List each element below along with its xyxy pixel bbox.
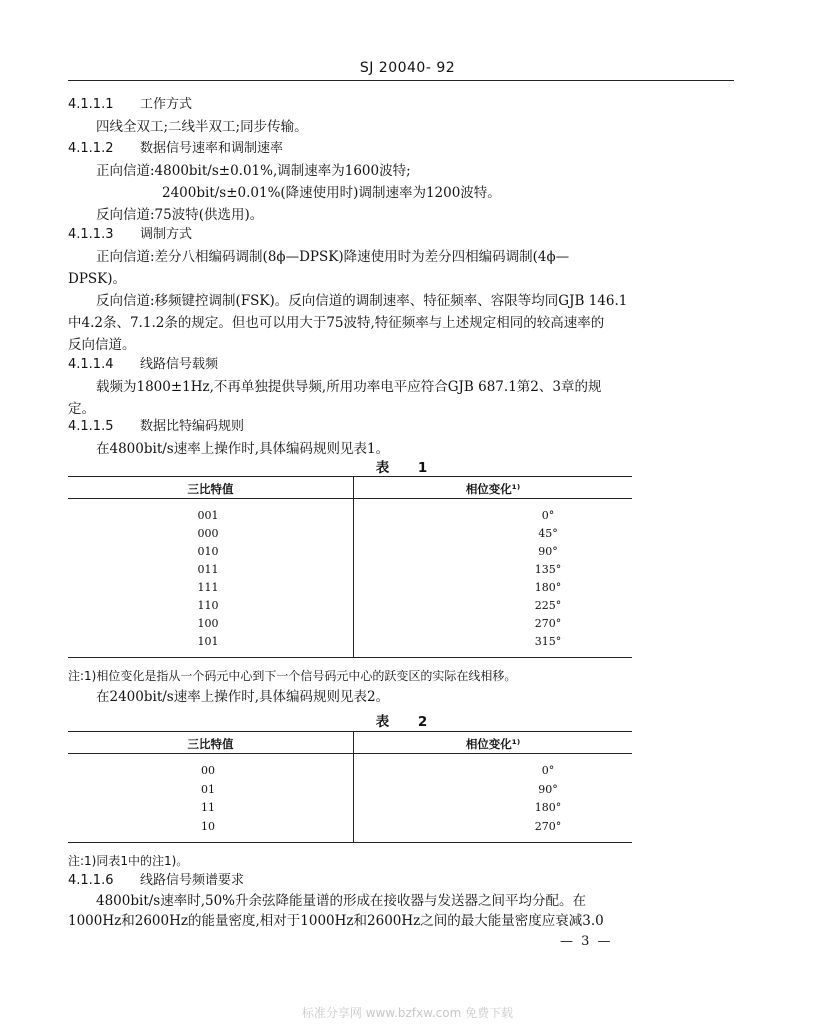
section-title: 工作方式 <box>140 97 193 112</box>
page-number: — 3 — <box>560 934 613 949</box>
table-cell-bits: 00 <box>201 764 215 777</box>
section-title: 线路信号频谱要求 <box>140 873 245 888</box>
table-bottom-rule <box>68 657 632 658</box>
table-1-note: 注:1)相位变化是指从一个码元中心到下一个信号码元中心的跃变区的实际在线相移。 <box>68 669 517 683</box>
table-2-caption: 表 2 <box>375 714 440 730</box>
table-2-note: 注:1)同表1中的注1)。 <box>68 854 189 868</box>
table-cell-phase: 270° <box>534 617 562 630</box>
table-header-phase: 相位变化¹⁾ <box>465 482 521 496</box>
paragraph: 在2400bit/s速率上操作时,具体编码规则见表2。 <box>96 689 390 705</box>
paragraph: 2400bit/s±0.01%(降速使用时)调制速率为1200波特。 <box>162 185 501 201</box>
table-cell-bits: 001 <box>197 509 219 522</box>
section-number: 4.1.1.3 <box>68 227 114 242</box>
table-cell-phase: 270° <box>534 819 562 833</box>
table-top-rule <box>68 476 632 477</box>
section-number: 4.1.1.4 <box>68 357 114 372</box>
paragraph: 四线全双工;二线半双工;同步传输。 <box>96 119 308 135</box>
table-header-bits: 三比特值 <box>187 482 234 496</box>
section-heading-4-1-1-5 <box>68 418 244 436</box>
paragraph: 正向信道:4800bit/s±0.01%,调制速率为1600波特; <box>96 163 411 179</box>
table-cell-bits: 101 <box>197 635 219 648</box>
paragraph: DPSK)。 <box>68 271 127 287</box>
table-column-separator <box>353 476 354 657</box>
table-cell-bits: 11 <box>201 801 215 814</box>
table-2 <box>68 731 632 843</box>
table-cell-phase: 0° <box>541 509 555 522</box>
section-title: 数据信号速率和调制速率 <box>140 141 284 156</box>
table-top-rule <box>68 731 632 732</box>
section-number: 4.1.1.2 <box>68 141 114 156</box>
paragraph: 载频为1800±1Hz,不再单独提供导频,所用功率电平应符合GJB 687.1第2、3章的规 <box>96 379 602 395</box>
table-cell-bits: 010 <box>197 545 219 558</box>
table-header-rule <box>68 753 632 754</box>
paragraph: 在4800bit/s速率上操作时,具体编码规则见表1。 <box>96 441 390 457</box>
section-title: 线路信号载频 <box>140 357 219 372</box>
paragraph: 正向信道:差分八相编码调制(8ϕ—DPSK)降速使用时为差分四相编码调制(4ϕ— <box>96 249 570 265</box>
table-cell-bits: 10 <box>201 819 215 833</box>
paragraph: 4800bit/s速率时,50%升余弦降能量谱的形成在接收器与发送器之间平均分配。在 <box>96 893 587 909</box>
section-title: 调制方式 <box>140 227 193 242</box>
paragraph: 反向信道:75波特(供选用)。 <box>96 207 264 223</box>
header-rule <box>68 80 734 81</box>
section-heading-4-1-1-4 <box>68 356 218 374</box>
table-cell-bits: 000 <box>197 527 219 540</box>
table-cell-bits: 01 <box>201 782 215 796</box>
table-cell-bits: 111 <box>197 581 219 594</box>
section-number: 4.1.1.1 <box>68 97 114 112</box>
watermark-text: 标准分享网 www.bzfxw.com 免费下载 <box>301 1006 514 1020</box>
table-cell-phase: 180° <box>534 581 562 594</box>
table-cell-bits: 100 <box>197 617 219 630</box>
section-number: 4.1.1.6 <box>68 873 114 888</box>
table-cell-phase: 90° <box>538 545 558 558</box>
paragraph: 中4.2条、7.1.2条的规定。但也可以用大于75波特,特征频率与上述规定相同的较高速率的 <box>68 315 605 331</box>
table-cell-phase: 225° <box>534 599 562 612</box>
table-cell-phase: 0° <box>541 764 555 777</box>
table-cell-phase: 135° <box>534 563 562 576</box>
table-1-caption: 表 1 <box>375 460 440 476</box>
table-cell-phase: 45° <box>538 527 558 540</box>
section-heading-4-1-1-3 <box>68 226 192 244</box>
paragraph: 反向信道:移频键控调制(FSK)。反向信道的调制速率、特征频率、容限等均同GJB 146.1 <box>96 293 628 309</box>
table-header-bits: 三比特值 <box>187 737 234 751</box>
table-header-phase: 相位变化¹⁾ <box>465 737 521 751</box>
paragraph: 反向信道。 <box>68 337 136 353</box>
table-header-rule <box>68 498 632 499</box>
section-title: 数据比特编码规则 <box>140 419 245 434</box>
paragraph: 定。 <box>68 401 95 417</box>
table-cell-phase: 90° <box>538 782 558 796</box>
table-1 <box>68 476 632 658</box>
table-cell-phase: 315° <box>534 635 562 648</box>
section-number: 4.1.1.5 <box>68 419 114 434</box>
paragraph: 1000Hz和2600Hz的能量密度,相对于1000Hz和2600Hz之间的最大能量密度应衰减3.0 <box>68 913 604 929</box>
section-heading-4-1-1-6 <box>68 872 244 890</box>
table-bottom-rule <box>68 842 632 843</box>
section-heading-4-1-1-2 <box>68 140 283 158</box>
section-heading-4-1-1-1 <box>68 96 192 114</box>
table-cell-bits: 110 <box>197 599 219 612</box>
standard-code: SJ 20040- 92 <box>359 60 456 76</box>
table-cell-bits: 011 <box>197 563 219 576</box>
table-cell-phase: 180° <box>534 801 562 814</box>
